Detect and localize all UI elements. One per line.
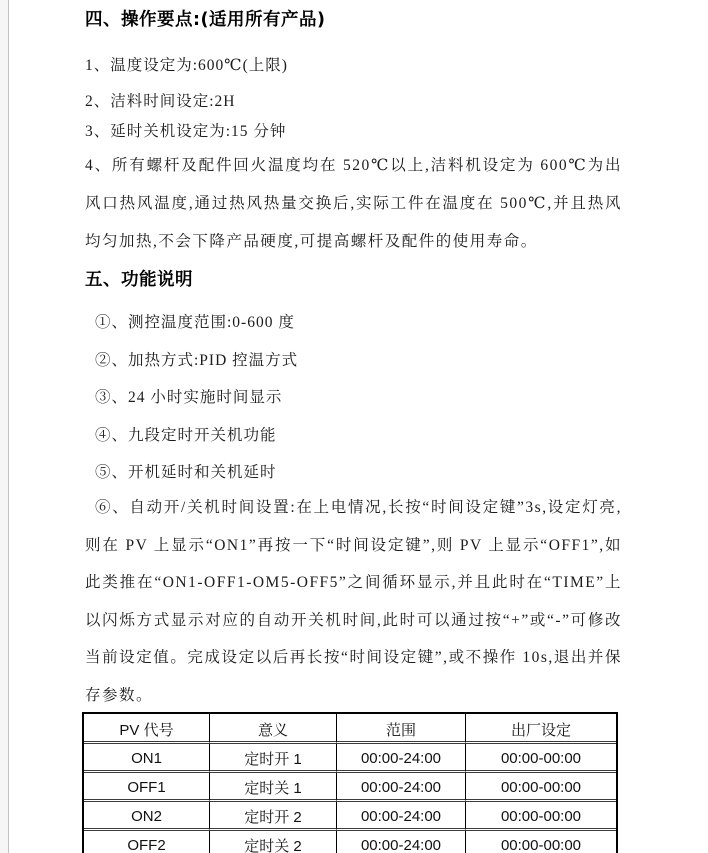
cell-factory: 00:00-00:00 [500,837,582,853]
cell-meaning: 定时开 1 [210,744,337,773]
cell-pv-code: OFF2 [84,831,210,853]
cell-range: 00:00-24:00 [337,802,466,831]
cell-meaning: 定时关 1 [210,773,337,802]
list-item: 3、延时关机设定为:15 分钟 [85,123,287,140]
feature-item: ③、24 小时实施时间显示 [95,389,283,406]
cell-factory: 00:00-00:00 [466,773,616,802]
column-header-meaning: 意义 [210,714,337,744]
cell-pv-code: OFF1 [84,773,210,802]
section-4-paragraph: 4、所有螺杆及配件回火温度均在 520℃以上,洁料机设定为 600℃为出风口热风温度,通过热风热量交换后,实际工件在温度在 500℃,并且热风均匀加热,不会下降产品硬度,可提高螺杆及配件的使用寿命。 [85,157,622,250]
cell-meaning: 定时关 2 [210,831,337,853]
table-row [84,744,616,773]
column-header-factory-setting: 出厂设定 [466,714,616,744]
table-row [84,802,616,831]
feature-item: ④、九段定时开关机功能 [95,427,277,444]
section-4-heading: 四、操作要点:(适用所有产品) [85,10,326,30]
cell-range: 00:00-24:00 [337,744,466,773]
column-header-range: 范围 [337,714,466,744]
feature-item: ⑤、开机延时和关机延时 [95,464,277,481]
table-row [84,831,616,853]
list-item: 1、温度设定为:600℃(上限) [85,57,288,74]
pv-parameter-table [82,712,618,853]
feature-item: ①、测控温度范围:0-600 度 [95,314,295,331]
cell-range: 00:00-24:00 [337,831,466,853]
page-left-edge [0,0,9,853]
cell-meaning: 定时开 2 [210,802,337,831]
section-5-paragraph-6: ⑥、自动开/关机时间设置:在上电情况,长按“时间设定键”3s,设定灯亮,则在 PV 上显示“ON1”再按一下“时间设定键”,则 PV 上显示“OFF1”,如此类推在“ON1-OFF1-OM5-OFF5”之间循环显示,并且此时在“TIME”上以闪烁方式显示对应的自动开关机时间,此时可以通过按“+”或“-”可修改当前设定值。完成设定以后再长按“时间设定键”,或不操作 10s,退出并保存参数。 [85,499,622,704]
list-item: 2、洁料时间设定:2H [85,93,236,110]
cell-pv-code: ON2 [84,802,210,831]
cell-pv-code: ON1 [84,744,210,773]
section-5-heading: 五、功能说明 [85,270,193,290]
column-header-pv-code: PV 代号 [84,714,210,744]
table-row [84,773,616,802]
feature-item: ②、加热方式:PID 控温方式 [95,352,299,369]
cell-range: 00:00-24:00 [337,773,466,802]
table-header-row [84,714,616,744]
cell-factory: 00:00-00:00 [466,744,616,773]
cell-factory: 00:00-00:00 [466,802,616,831]
